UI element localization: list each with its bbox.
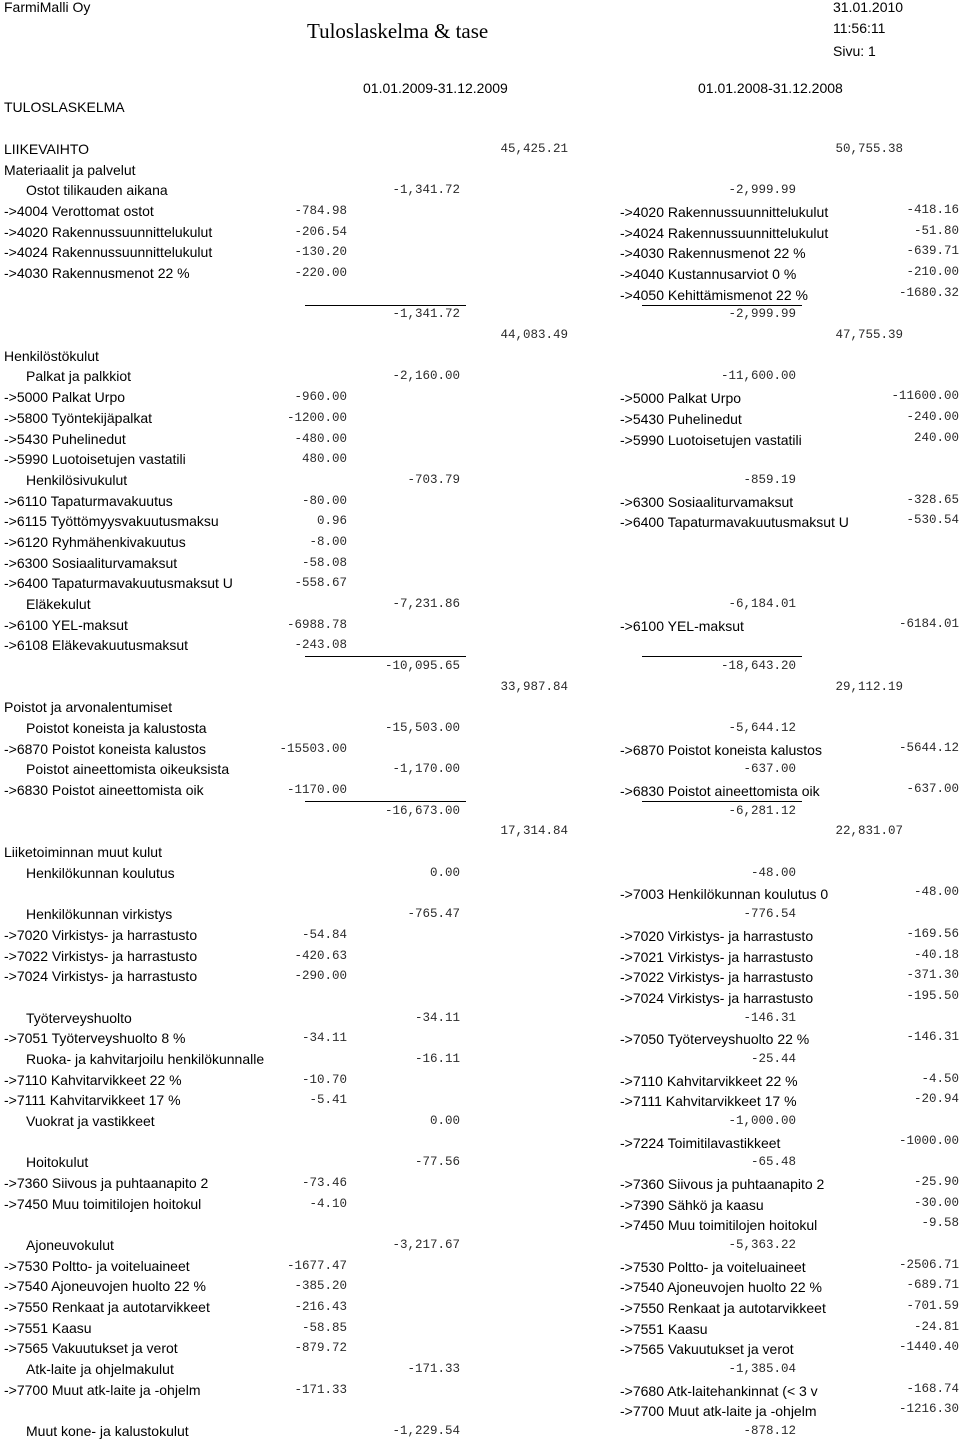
current-subtotal: 0.00 [429, 866, 460, 880]
previous-total: 29,112.19 [835, 680, 903, 694]
row-label: ->7550 Renkaat ja autotarvikkeet [4, 1299, 210, 1315]
previous-detail-amount: -371.30 [906, 968, 959, 982]
previous-detail-amount: -169.56 [906, 927, 959, 941]
previous-row-label: ->4024 Rakennussuunnittelukulut [620, 225, 829, 241]
previous-detail-amount: -637.00 [906, 782, 959, 796]
previous-detail-amount: -6184.01 [898, 617, 959, 631]
row-label: Atk-laite ja ohjelmakulut [26, 1361, 174, 1377]
previous-subtotal: -6,281.12 [728, 804, 796, 818]
previous-subtotal: -48.00 [750, 866, 796, 880]
row-label: ->7024 Virkistys- ja harrastusto [4, 968, 198, 984]
row-label: ->7051 Työterveyshuolto 8 % [4, 1030, 186, 1046]
previous-row-label: ->6100 YEL-maksut [620, 618, 744, 634]
previous-detail-amount: -701.59 [906, 1299, 959, 1313]
current-subtotal: -2,160.00 [392, 369, 460, 383]
current-detail-amount: -220.00 [294, 266, 347, 280]
previous-detail-amount: -1216.30 [898, 1402, 959, 1416]
previous-detail-amount: -1440.40 [898, 1340, 959, 1354]
previous-subtotal: -776.54 [743, 907, 796, 921]
previous-row-label: ->4050 Kehittämismenot 22 % [620, 287, 808, 303]
previous-detail-amount: -40.18 [913, 948, 959, 962]
previous-detail-amount: -11600.00 [891, 389, 959, 403]
previous-detail-amount: -689.71 [906, 1278, 959, 1292]
previous-row-label: ->5990 Luotoisetujen vastatili [620, 432, 802, 448]
previous-row-label: ->7022 Virkistys- ja harrastusto [620, 969, 814, 985]
current-detail-amount: -5.41 [309, 1093, 347, 1107]
current-detail-amount: -6988.78 [286, 618, 347, 632]
previous-detail-amount: -4.50 [921, 1072, 959, 1086]
row-label: ->5990 Luotoisetujen vastatili [4, 451, 186, 467]
row-label: ->7540 Ajoneuvojen huolto 22 % [4, 1278, 206, 1294]
previous-subtotal: -637.00 [743, 762, 796, 776]
previous-row-label: ->4020 Rakennussuunnittelukulut [620, 204, 829, 220]
current-subtotal: -7,231.86 [392, 597, 460, 611]
previous-row-label: ->4030 Rakennusmenot 22 % [620, 245, 806, 261]
current-subtotal: -16,673.00 [384, 804, 460, 818]
current-subtotal: 0.00 [429, 1114, 460, 1128]
row-label: Työterveyshuolto [26, 1010, 132, 1026]
previous-row-label: ->7111 Kahvitarvikkeet 17 % [620, 1093, 797, 1109]
previous-detail-amount: -30.00 [913, 1196, 959, 1210]
previous-sum-rule [642, 656, 802, 657]
print-date: 31.01.2010 [833, 0, 904, 15]
current-detail-amount: -58.08 [301, 556, 347, 570]
row-label: ->7530 Poltto- ja voiteluaineet [4, 1258, 190, 1274]
row-label: Vuokrat ja vastikkeet [26, 1113, 155, 1129]
previous-row-label: ->5000 Palkat Urpo [620, 390, 742, 406]
previous-subtotal: -146.31 [743, 1011, 796, 1025]
row-label: ->7022 Virkistys- ja harrastusto [4, 948, 198, 964]
previous-subtotal: -25.44 [750, 1052, 796, 1066]
page-number: Sivu: 1 [833, 43, 876, 59]
current-detail-amount: -1677.47 [286, 1259, 347, 1273]
previous-row-label: ->7024 Virkistys- ja harrastusto [620, 990, 814, 1006]
row-label: Palkat ja palkkiot [26, 368, 132, 384]
previous-detail-amount: -210.00 [906, 265, 959, 279]
previous-subtotal: -5,363.22 [728, 1238, 796, 1252]
previous-detail-amount: -240.00 [906, 410, 959, 424]
print-time: 11:56:11 [833, 20, 886, 36]
row-label: ->6300 Sosiaaliturvamaksut [4, 555, 178, 571]
previous-subtotal: -2,999.99 [728, 307, 796, 321]
row-label: ->7700 Muut atk-laite ja -ohjelm [4, 1382, 201, 1398]
previous-detail-amount: -530.54 [906, 513, 959, 527]
current-sum-rule [305, 801, 466, 802]
previous-detail-amount: -328.65 [906, 493, 959, 507]
previous-row-label: ->7540 Ajoneuvojen huolto 22 % [620, 1279, 822, 1295]
previous-row-label: ->7360 Siivous ja puhtaanapito 2 [620, 1176, 825, 1192]
row-label: ->7551 Kaasu [4, 1320, 92, 1336]
period-current: 01.01.2009-31.12.2009 [363, 80, 508, 96]
current-detail-amount: -58.85 [301, 1321, 347, 1335]
row-label: ->7360 Siivous ja puhtaanapito 2 [4, 1175, 209, 1191]
current-detail-amount: -784.98 [294, 204, 347, 218]
current-subtotal: -10,095.65 [384, 659, 460, 673]
previous-row-label: ->7021 Virkistys- ja harrastusto [620, 949, 814, 965]
row-label: Poistot ja arvonalentumiset [4, 699, 173, 715]
previous-row-label: ->7680 Atk-laitehankinnat (< 3 v [620, 1383, 818, 1399]
current-detail-amount: -960.00 [294, 390, 347, 404]
row-label: Henkilökunnan koulutus [26, 865, 175, 881]
row-label: Poistot koneista ja kalustosta [26, 720, 207, 736]
row-label: Henkilöstökulut [4, 348, 99, 364]
current-detail-amount: 0.96 [316, 514, 347, 528]
row-label: ->4020 Rakennussuunnittelukulut [4, 224, 213, 240]
previous-detail-amount: -9.58 [921, 1216, 959, 1230]
current-detail-amount: -54.84 [301, 928, 347, 942]
row-label: ->6100 YEL-maksut [4, 617, 128, 633]
current-detail-amount: -420.63 [294, 949, 347, 963]
current-detail-amount: -34.11 [301, 1031, 347, 1045]
row-label: LIIKEVAIHTO [4, 141, 90, 157]
previous-detail-amount: -20.94 [913, 1092, 959, 1106]
current-subtotal: -77.56 [414, 1155, 460, 1169]
row-label: Liiketoiminnan muut kulut [4, 844, 162, 860]
current-subtotal: -1,229.54 [392, 1424, 460, 1438]
current-subtotal: -703.79 [407, 473, 460, 487]
period-previous: 01.01.2008-31.12.2008 [698, 80, 843, 96]
previous-sum-rule [642, 801, 802, 802]
current-subtotal: -15,503.00 [384, 721, 460, 735]
row-label: ->7450 Muu toimitilojen hoitokul [4, 1196, 202, 1212]
row-label: ->5430 Puhelinedut [4, 431, 126, 447]
current-subtotal: -16.11 [414, 1052, 460, 1066]
current-detail-amount: -243.08 [294, 638, 347, 652]
row-label: ->6108 Eläkevakuutusmaksut [4, 637, 189, 653]
row-label: ->7020 Virkistys- ja harrastusto [4, 927, 198, 943]
row-label: ->6870 Poistot koneista kalustos [4, 741, 206, 757]
row-label: ->7111 Kahvitarvikkeet 17 % [4, 1092, 181, 1108]
previous-total: 47,755.39 [835, 328, 903, 342]
previous-row-label: ->7530 Poltto- ja voiteluaineet [620, 1259, 806, 1275]
previous-detail-amount: -51.80 [913, 224, 959, 238]
row-label: Henkilökunnan virkistys [26, 906, 173, 922]
previous-row-label: ->7050 Työterveyshuolto 22 % [620, 1031, 810, 1047]
current-detail-amount: -171.33 [294, 1383, 347, 1397]
previous-row-label: ->7450 Muu toimitilojen hoitokul [620, 1217, 818, 1233]
previous-subtotal: -5,644.12 [728, 721, 796, 735]
current-subtotal: -171.33 [407, 1362, 460, 1376]
previous-row-label: ->7551 Kaasu [620, 1321, 708, 1337]
current-detail-amount: -4.10 [309, 1197, 347, 1211]
row-label: Muut kone- ja kalustokulut [26, 1423, 189, 1439]
previous-subtotal: -1,385.04 [728, 1362, 796, 1376]
current-detail-amount: -10.70 [301, 1073, 347, 1087]
current-detail-amount: -879.72 [294, 1341, 347, 1355]
row-label: ->4004 Verottomat ostot [4, 203, 154, 219]
current-detail-amount: -480.00 [294, 432, 347, 446]
row-label: ->6830 Poistot aineettomista oik [4, 782, 204, 798]
previous-row-label: ->7020 Virkistys- ja harrastusto [620, 928, 814, 944]
previous-detail-amount: -146.31 [906, 1030, 959, 1044]
row-label: ->5800 Työntekijäpalkat [4, 410, 153, 426]
previous-detail-amount: -48.00 [913, 885, 959, 899]
row-label: ->6120 Ryhmähenkivakuutus [4, 534, 186, 550]
previous-row-label: ->4040 Kustannusarviot 0 % [620, 266, 797, 282]
row-label: Henkilösivukulut [26, 472, 128, 488]
previous-subtotal: -878.12 [743, 1424, 796, 1438]
previous-detail-amount: -168.74 [906, 1382, 959, 1396]
previous-total: 22,831.07 [835, 824, 903, 838]
previous-subtotal: -6,184.01 [728, 597, 796, 611]
current-detail-amount: -130.20 [294, 245, 347, 259]
previous-detail-amount: -418.16 [906, 203, 959, 217]
current-detail-amount: 480.00 [301, 452, 347, 466]
previous-detail-amount: -1000.00 [898, 1134, 959, 1148]
row-label: Ruoka- ja kahvitarjoilu henkilökunnalle [26, 1051, 265, 1067]
report-title: Tuloslaskelma & tase [307, 19, 489, 43]
row-label: ->7565 Vakuutukset ja verot [4, 1340, 178, 1356]
current-detail-amount: -290.00 [294, 969, 347, 983]
current-detail-amount: -15503.00 [279, 742, 347, 756]
company-name: FarmiMalli Oy [4, 0, 91, 15]
current-subtotal: -1,170.00 [392, 762, 460, 776]
previous-subtotal: -18,643.20 [720, 659, 796, 673]
current-total: 33,987.84 [500, 680, 568, 694]
previous-row-label: ->6300 Sosiaaliturvamaksut [620, 494, 794, 510]
current-detail-amount: -80.00 [301, 494, 347, 508]
current-total: 45,425.21 [500, 142, 568, 156]
previous-row-label: ->7224 Toimitilavastikkeet [620, 1135, 781, 1151]
previous-row-label: ->7110 Kahvitarvikkeet 22 % [620, 1073, 798, 1089]
row-label: ->4030 Rakennusmenot 22 % [4, 265, 190, 281]
previous-sum-rule [642, 305, 802, 306]
previous-subtotal: -2,999.99 [728, 183, 796, 197]
current-sum-rule [305, 656, 466, 657]
previous-row-label: ->6400 Tapaturmavakuutusmaksut U [620, 514, 849, 530]
row-label: Ostot tilikauden aikana [26, 182, 168, 198]
row-label: Eläkekulut [26, 596, 91, 612]
current-detail-amount: -216.43 [294, 1300, 347, 1314]
previous-row-label: ->7003 Henkilökunnan koulutus 0 [620, 886, 829, 902]
previous-row-label: ->5430 Puhelinedut [620, 411, 742, 427]
current-subtotal: -34.11 [414, 1011, 460, 1025]
previous-subtotal: -859.19 [743, 473, 796, 487]
previous-subtotal: -1,000.00 [728, 1114, 796, 1128]
row-label: ->6110 Tapaturmavakuutus [4, 493, 173, 509]
row-label: ->6115 Työttömyysvakuutusmaksu [4, 513, 219, 529]
previous-row-label: ->6830 Poistot aineettomista oik [620, 783, 820, 799]
row-label: ->7110 Kahvitarvikkeet 22 % [4, 1072, 182, 1088]
previous-row-label: ->7700 Muut atk-laite ja -ohjelm [620, 1403, 817, 1419]
current-sum-rule [305, 305, 466, 306]
row-label: Poistot aineettomista oikeuksista [26, 761, 230, 777]
previous-subtotal: -11,600.00 [720, 369, 796, 383]
previous-subtotal: -65.48 [750, 1155, 796, 1169]
current-subtotal: -1,341.72 [392, 307, 460, 321]
previous-detail-amount: -25.90 [913, 1175, 959, 1189]
previous-row-label: ->7550 Renkaat ja autotarvikkeet [620, 1300, 826, 1316]
previous-detail-amount: -2506.71 [898, 1258, 959, 1272]
current-subtotal: -765.47 [407, 907, 460, 921]
current-detail-amount: -206.54 [294, 225, 347, 239]
row-label: Materiaalit ja palvelut [4, 162, 136, 178]
current-detail-amount: -1170.00 [286, 783, 347, 797]
previous-total: 50,755.38 [835, 142, 903, 156]
row-label: ->5000 Palkat Urpo [4, 389, 126, 405]
previous-row-label: ->7565 Vakuutukset ja verot [620, 1341, 794, 1357]
previous-row-label: ->7390 Sähkö ja kaasu [620, 1197, 764, 1213]
report-name: TULOSLASKELMA [4, 99, 125, 115]
previous-detail-amount: -195.50 [906, 989, 959, 1003]
previous-row-label: ->6870 Poistot koneista kalustos [620, 742, 822, 758]
row-label: ->4024 Rakennussuunnittelukulut [4, 244, 213, 260]
previous-detail-amount: -639.71 [906, 244, 959, 258]
row-label: ->6400 Tapaturmavakuutusmaksut U [4, 575, 233, 591]
current-detail-amount: -385.20 [294, 1279, 347, 1293]
row-label: Ajoneuvokulut [26, 1237, 114, 1253]
current-total: 17,314.84 [500, 824, 568, 838]
row-label: Hoitokulut [26, 1154, 89, 1170]
previous-detail-amount: -5644.12 [898, 741, 959, 755]
current-total: 44,083.49 [500, 328, 568, 342]
current-detail-amount: -8.00 [309, 535, 347, 549]
current-subtotal: -3,217.67 [392, 1238, 460, 1252]
previous-detail-amount: -24.81 [913, 1320, 959, 1334]
current-detail-amount: -73.46 [301, 1176, 347, 1190]
current-detail-amount: -1200.00 [286, 411, 347, 425]
previous-detail-amount: -1680.32 [898, 286, 959, 300]
current-detail-amount: -558.67 [294, 576, 347, 590]
current-subtotal: -1,341.72 [392, 183, 460, 197]
previous-detail-amount: 240.00 [913, 431, 959, 445]
